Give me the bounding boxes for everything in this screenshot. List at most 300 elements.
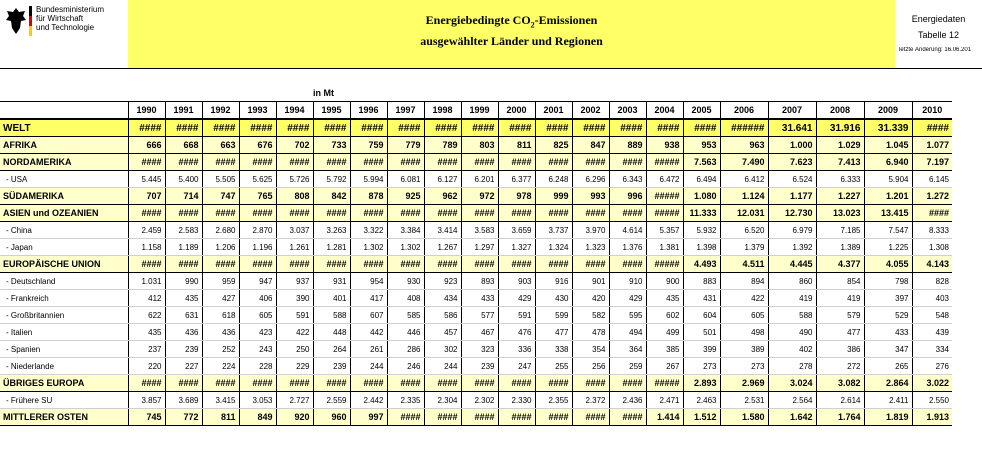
value-cell[interactable]: 1.189 [165,239,202,256]
value-cell[interactable]: 7.490 [720,154,768,171]
value-cell[interactable]: 733 [313,137,350,154]
value-cell[interactable]: 2.442 [350,392,387,409]
value-cell[interactable]: 910 [609,273,646,290]
value-cell[interactable]: #### [350,375,387,392]
value-cell[interactable]: #### [387,119,424,137]
value-cell[interactable]: 2.459 [128,222,165,239]
value-cell[interactable]: #### [535,375,572,392]
value-cell[interactable]: 6.127 [424,171,461,188]
value-cell[interactable]: 666 [128,137,165,154]
value-cell[interactable]: #### [202,375,239,392]
value-cell[interactable]: 436 [165,324,202,341]
value-cell[interactable]: ##### [646,375,683,392]
value-cell[interactable]: 390 [276,290,313,307]
value-cell[interactable]: ##### [646,188,683,205]
value-cell[interactable]: 467 [461,324,498,341]
value-cell[interactable]: 13.023 [816,205,864,222]
value-cell[interactable]: 2.411 [864,392,912,409]
value-cell[interactable]: #### [424,375,461,392]
value-cell[interactable]: 3.414 [424,222,461,239]
value-cell[interactable]: 278 [768,358,816,375]
value-cell[interactable]: 6.940 [864,154,912,171]
value-cell[interactable]: 3.737 [535,222,572,239]
year-header-1997[interactable]: 1997 [387,102,424,120]
row-label[interactable]: AFRIKA [0,137,128,154]
value-cell[interactable]: 433 [461,290,498,307]
value-cell[interactable]: 676 [239,137,276,154]
value-cell[interactable]: 1.031 [128,273,165,290]
year-header-2004[interactable]: 2004 [646,102,683,120]
value-cell[interactable]: 417 [350,290,387,307]
value-cell[interactable]: 420 [572,290,609,307]
value-cell[interactable]: 2.870 [239,222,276,239]
value-cell[interactable]: ###### [720,119,768,137]
value-cell[interactable]: 1.225 [864,239,912,256]
value-cell[interactable]: 591 [498,307,535,324]
value-cell[interactable]: 894 [720,273,768,290]
value-cell[interactable]: #### [535,154,572,171]
value-cell[interactable]: #### [461,205,498,222]
value-cell[interactable]: 582 [572,307,609,324]
value-cell[interactable]: 286 [387,341,424,358]
value-cell[interactable]: 937 [276,273,313,290]
value-cell[interactable]: 2.372 [572,392,609,409]
value-cell[interactable]: #### [128,119,165,137]
value-cell[interactable]: 246 [387,358,424,375]
value-cell[interactable]: 264 [313,341,350,358]
value-cell[interactable]: 938 [646,137,683,154]
value-cell[interactable]: 779 [387,137,424,154]
value-cell[interactable]: #### [350,205,387,222]
value-cell[interactable]: #### [498,256,535,273]
value-cell[interactable]: 1.389 [816,239,864,256]
value-cell[interactable]: 883 [683,273,720,290]
row-label[interactable]: - Japan [0,239,128,256]
value-cell[interactable]: 828 [912,273,952,290]
value-cell[interactable]: 765 [239,188,276,205]
value-cell[interactable]: 501 [683,324,720,341]
value-cell[interactable]: 1.302 [350,239,387,256]
value-cell[interactable]: 436 [202,324,239,341]
value-cell[interactable]: 7.197 [912,154,952,171]
value-cell[interactable]: #### [498,409,535,426]
value-cell[interactable]: 336 [498,341,535,358]
value-cell[interactable]: #### [128,256,165,273]
value-cell[interactable]: #### [912,205,952,222]
value-cell[interactable]: 847 [572,137,609,154]
value-cell[interactable]: 6.145 [912,171,952,188]
value-cell[interactable]: 477 [816,324,864,341]
value-cell[interactable]: 2.471 [646,392,683,409]
year-header-1992[interactable]: 1992 [202,102,239,120]
value-cell[interactable]: 12.730 [768,205,816,222]
value-cell[interactable]: 256 [572,358,609,375]
value-cell[interactable]: 8.333 [912,222,952,239]
value-cell[interactable]: #### [165,205,202,222]
value-cell[interactable]: #### [350,154,387,171]
value-cell[interactable]: 3.659 [498,222,535,239]
value-cell[interactable]: 6.520 [720,222,768,239]
value-cell[interactable]: 477 [535,324,572,341]
value-cell[interactable]: 446 [387,324,424,341]
value-cell[interactable]: 588 [768,307,816,324]
value-cell[interactable]: 548 [912,307,952,324]
year-header-1994[interactable]: 1994 [276,102,313,120]
value-cell[interactable]: 494 [609,324,646,341]
row-label[interactable]: - USA [0,171,128,188]
value-cell[interactable]: 1.080 [683,188,720,205]
value-cell[interactable]: 6.201 [461,171,498,188]
value-cell[interactable]: #### [128,154,165,171]
value-cell[interactable]: 364 [609,341,646,358]
value-cell[interactable]: 577 [461,307,498,324]
value-cell[interactable]: 842 [313,188,350,205]
value-cell[interactable]: 1.392 [768,239,816,256]
value-cell[interactable]: 1.297 [461,239,498,256]
value-cell[interactable]: 930 [387,273,424,290]
value-cell[interactable]: #### [498,375,535,392]
value-cell[interactable]: #### [165,119,202,137]
value-cell[interactable]: 6.343 [609,171,646,188]
value-cell[interactable]: 925 [387,188,424,205]
value-cell[interactable]: 273 [720,358,768,375]
value-cell[interactable]: #### [498,119,535,137]
value-cell[interactable]: 993 [572,188,609,205]
value-cell[interactable]: 220 [128,358,165,375]
value-cell[interactable]: 2.304 [424,392,461,409]
value-cell[interactable]: #### [165,154,202,171]
value-cell[interactable]: #### [313,256,350,273]
value-cell[interactable]: #### [387,154,424,171]
value-cell[interactable]: 1.398 [683,239,720,256]
value-cell[interactable]: 5.505 [202,171,239,188]
value-cell[interactable]: #### [609,205,646,222]
value-cell[interactable]: 622 [128,307,165,324]
value-cell[interactable]: 429 [609,290,646,307]
value-cell[interactable]: #### [535,205,572,222]
row-label[interactable]: - Großbritannien [0,307,128,324]
row-label[interactable]: - Italien [0,324,128,341]
value-cell[interactable]: 900 [646,273,683,290]
row-label[interactable]: - Niederlande [0,358,128,375]
value-cell[interactable]: 1.913 [912,409,952,426]
value-cell[interactable]: #### [572,119,609,137]
row-label[interactable]: - Frankreich [0,290,128,307]
value-cell[interactable]: #### [461,154,498,171]
value-cell[interactable]: 429 [498,290,535,307]
value-cell[interactable]: 1.381 [646,239,683,256]
value-cell[interactable]: 901 [572,273,609,290]
value-cell[interactable]: 1.029 [816,137,864,154]
value-cell[interactable]: 2.680 [202,222,239,239]
value-cell[interactable]: 243 [239,341,276,358]
value-cell[interactable]: #### [609,154,646,171]
value-cell[interactable]: 702 [276,137,313,154]
value-cell[interactable]: 2.559 [313,392,350,409]
value-cell[interactable]: #### [461,256,498,273]
value-cell[interactable]: 916 [535,273,572,290]
value-cell[interactable]: 772 [165,409,202,426]
year-header-1990[interactable]: 1990 [128,102,165,120]
row-label[interactable]: ASIEN und OZEANIEN [0,205,128,222]
value-cell[interactable]: 406 [239,290,276,307]
value-cell[interactable]: 11.333 [683,205,720,222]
value-cell[interactable]: 591 [276,307,313,324]
value-cell[interactable]: 229 [276,358,313,375]
value-cell[interactable]: 435 [646,290,683,307]
row-label[interactable]: - Deutschland [0,273,128,290]
value-cell[interactable]: 397 [864,290,912,307]
value-cell[interactable]: 1.000 [768,137,816,154]
value-cell[interactable]: 419 [816,290,864,307]
value-cell[interactable]: 7.623 [768,154,816,171]
value-cell[interactable]: #### [683,119,720,137]
value-cell[interactable]: #### [424,409,461,426]
value-cell[interactable]: 745 [128,409,165,426]
value-cell[interactable]: 789 [424,137,461,154]
value-cell[interactable]: 1.580 [720,409,768,426]
value-cell[interactable]: 714 [165,188,202,205]
year-header-1991[interactable]: 1991 [165,102,202,120]
value-cell[interactable]: 878 [350,188,387,205]
value-cell[interactable]: 2.550 [912,392,952,409]
value-cell[interactable]: 239 [313,358,350,375]
value-cell[interactable]: 4.493 [683,256,720,273]
value-cell[interactable]: 4.614 [609,222,646,239]
value-cell[interactable]: 4.143 [912,256,952,273]
value-cell[interactable]: 953 [683,137,720,154]
value-cell[interactable]: 12.031 [720,205,768,222]
value-cell[interactable]: 5.994 [350,171,387,188]
value-cell[interactable]: 2.531 [720,392,768,409]
value-cell[interactable]: 595 [609,307,646,324]
value-cell[interactable]: #### [572,154,609,171]
year-header-2006[interactable]: 2006 [720,102,768,120]
value-cell[interactable]: 389 [720,341,768,358]
value-cell[interactable]: 6.979 [768,222,816,239]
value-cell[interactable]: #### [461,409,498,426]
value-cell[interactable]: 3.082 [816,375,864,392]
value-cell[interactable]: 997 [350,409,387,426]
row-label[interactable]: - China [0,222,128,239]
value-cell[interactable]: #### [313,375,350,392]
value-cell[interactable]: 668 [165,137,202,154]
year-header-1998[interactable]: 1998 [424,102,461,120]
value-cell[interactable]: 1.324 [535,239,572,256]
value-cell[interactable]: 6.377 [498,171,535,188]
value-cell[interactable]: 2.969 [720,375,768,392]
value-cell[interactable]: 385 [646,341,683,358]
year-header-1995[interactable]: 1995 [313,102,350,120]
value-cell[interactable]: 4.445 [768,256,816,273]
value-cell[interactable]: 3.384 [387,222,424,239]
value-cell[interactable]: 3.322 [350,222,387,239]
value-cell[interactable]: 605 [239,307,276,324]
value-cell[interactable]: 2.335 [387,392,424,409]
value-cell[interactable]: ##### [646,154,683,171]
value-cell[interactable]: 3.583 [461,222,498,239]
value-cell[interactable]: #### [128,205,165,222]
value-cell[interactable]: #### [461,375,498,392]
value-cell[interactable]: 972 [461,188,498,205]
value-cell[interactable]: 259 [609,358,646,375]
value-cell[interactable]: 2.330 [498,392,535,409]
value-cell[interactable]: 3.053 [239,392,276,409]
value-cell[interactable]: ##### [646,205,683,222]
value-cell[interactable]: 3.689 [165,392,202,409]
value-cell[interactable]: #### [572,256,609,273]
value-cell[interactable]: 403 [912,290,952,307]
value-cell[interactable]: 430 [535,290,572,307]
value-cell[interactable]: 386 [816,341,864,358]
value-cell[interactable]: #### [276,256,313,273]
value-cell[interactable]: 261 [350,341,387,358]
value-cell[interactable]: 747 [202,188,239,205]
value-cell[interactable]: #### [239,256,276,273]
value-cell[interactable]: 7.547 [864,222,912,239]
year-header-2010[interactable]: 2010 [912,102,952,120]
value-cell[interactable]: 239 [461,358,498,375]
value-cell[interactable]: 960 [313,409,350,426]
value-cell[interactable]: #### [424,154,461,171]
value-cell[interactable]: #### [461,119,498,137]
value-cell[interactable]: 1.308 [912,239,952,256]
value-cell[interactable]: 954 [350,273,387,290]
value-cell[interactable]: 3.970 [572,222,609,239]
value-cell[interactable]: 990 [165,273,202,290]
year-header-2003[interactable]: 2003 [609,102,646,120]
value-cell[interactable]: 963 [720,137,768,154]
value-cell[interactable]: 227 [165,358,202,375]
value-cell[interactable]: 457 [424,324,461,341]
value-cell[interactable]: 433 [864,324,912,341]
row-label[interactable]: - Frühere SU [0,392,128,409]
value-cell[interactable]: 529 [864,307,912,324]
value-cell[interactable]: 920 [276,409,313,426]
value-cell[interactable]: 1.272 [912,188,952,205]
value-cell[interactable]: #### [572,409,609,426]
value-cell[interactable]: #### [202,256,239,273]
value-cell[interactable]: 6.472 [646,171,683,188]
value-cell[interactable]: 2.864 [864,375,912,392]
value-cell[interactable]: 439 [912,324,952,341]
value-cell[interactable]: 3.022 [912,375,952,392]
value-cell[interactable]: 1.327 [498,239,535,256]
value-cell[interactable]: 2.564 [768,392,816,409]
value-cell[interactable]: 2.302 [461,392,498,409]
value-cell[interactable]: 2.614 [816,392,864,409]
value-cell[interactable]: 1.124 [720,188,768,205]
value-cell[interactable]: #### [535,119,572,137]
value-cell[interactable]: #### [313,119,350,137]
value-cell[interactable]: #### [387,375,424,392]
value-cell[interactable]: 607 [350,307,387,324]
value-cell[interactable]: #### [424,205,461,222]
value-cell[interactable]: 1.764 [816,409,864,426]
value-cell[interactable]: #### [276,154,313,171]
value-cell[interactable]: 803 [461,137,498,154]
value-cell[interactable]: 6.333 [816,171,864,188]
value-cell[interactable]: 947 [239,273,276,290]
value-cell[interactable]: 618 [202,307,239,324]
value-cell[interactable]: 419 [768,290,816,307]
value-cell[interactable]: #### [128,375,165,392]
value-cell[interactable]: 996 [609,188,646,205]
value-cell[interactable]: ##### [646,256,683,273]
value-cell[interactable]: 6.412 [720,171,768,188]
value-cell[interactable]: 889 [609,137,646,154]
year-header-2007[interactable]: 2007 [768,102,816,120]
value-cell[interactable]: 854 [816,273,864,290]
value-cell[interactable]: 354 [572,341,609,358]
value-cell[interactable]: 244 [350,358,387,375]
value-cell[interactable]: #### [350,256,387,273]
year-header-2000[interactable]: 2000 [498,102,535,120]
value-cell[interactable]: 586 [424,307,461,324]
value-cell[interactable]: 6.296 [572,171,609,188]
year-header-2005[interactable]: 2005 [683,102,720,120]
value-cell[interactable]: 825 [535,137,572,154]
value-cell[interactable]: 255 [535,358,572,375]
value-cell[interactable]: 604 [683,307,720,324]
value-cell[interactable]: 5.400 [165,171,202,188]
value-cell[interactable]: 412 [128,290,165,307]
value-cell[interactable]: 4.055 [864,256,912,273]
value-cell[interactable]: #### [609,119,646,137]
value-cell[interactable]: 978 [498,188,535,205]
value-cell[interactable]: 402 [768,341,816,358]
value-cell[interactable]: 276 [912,358,952,375]
value-cell[interactable]: 903 [498,273,535,290]
value-cell[interactable]: 3.024 [768,375,816,392]
value-cell[interactable]: 811 [202,409,239,426]
value-cell[interactable]: 893 [461,273,498,290]
value-cell[interactable]: 5.726 [276,171,313,188]
value-cell[interactable]: 1.323 [572,239,609,256]
value-cell[interactable]: 237 [128,341,165,358]
value-cell[interactable]: 399 [683,341,720,358]
value-cell[interactable]: 1.414 [646,409,683,426]
value-cell[interactable]: #### [912,119,952,137]
value-cell[interactable]: 265 [864,358,912,375]
value-cell[interactable]: 599 [535,307,572,324]
row-label[interactable]: - Spanien [0,341,128,358]
row-label[interactable]: EUROPÄISCHE UNION [0,256,128,273]
value-cell[interactable]: #### [572,205,609,222]
year-header-2008[interactable]: 2008 [816,102,864,120]
value-cell[interactable]: 7.563 [683,154,720,171]
value-cell[interactable]: #### [424,256,461,273]
corner-cell[interactable] [0,102,128,120]
value-cell[interactable]: 347 [864,341,912,358]
year-header-2002[interactable]: 2002 [572,102,609,120]
value-cell[interactable]: #### [313,154,350,171]
value-cell[interactable]: 631 [165,307,202,324]
value-cell[interactable]: 6.494 [683,171,720,188]
value-cell[interactable]: 860 [768,273,816,290]
value-cell[interactable]: #### [202,119,239,137]
value-cell[interactable]: 3.263 [313,222,350,239]
value-cell[interactable]: 2.463 [683,392,720,409]
value-cell[interactable]: 5.625 [239,171,276,188]
value-cell[interactable]: 588 [313,307,350,324]
value-cell[interactable]: 585 [387,307,424,324]
value-cell[interactable]: 1.045 [864,137,912,154]
value-cell[interactable]: 5.932 [683,222,720,239]
value-cell[interactable]: 1.206 [202,239,239,256]
value-cell[interactable]: #### [387,256,424,273]
value-cell[interactable]: 431 [683,290,720,307]
